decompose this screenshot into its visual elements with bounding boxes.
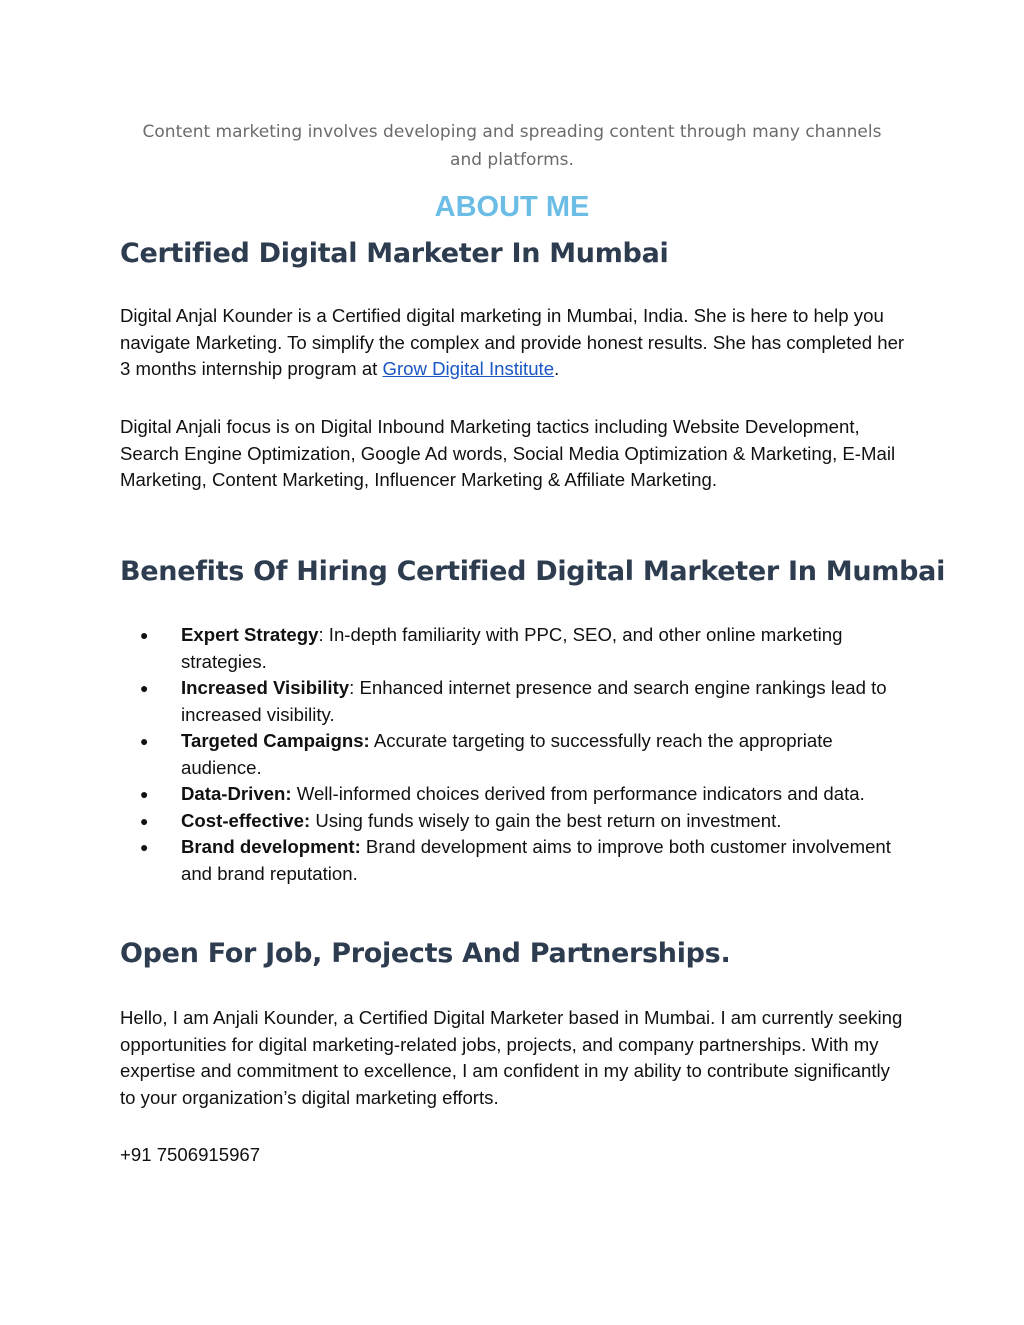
open-paragraph: Hello, I am Anjali Kounder, a Certified Digital Marketer based in Mumbai. I am currently seeking opportunities for digital marketing-related jobs, projects, and company partnerships. With my expertise and commitment to excellence, I am confident in my ability to contribute significantly to your organization’s digital marketing efforts. [120,1007,903,1108]
benefit-label: Data-Driven: [181,783,292,804]
grow-digital-institute-link[interactable]: Grow Digital Institute [382,358,555,379]
list-item [120,834,910,887]
intro-line-2: and platforms. [450,150,574,170]
benefit-label: Brand development: [181,836,361,857]
list-item [120,808,910,835]
intro-line-1: Content marketing involves developing and spreading content through many channels [142,122,882,142]
bullet-icon: ● [140,627,149,643]
about-paragraph-1-end: . [554,358,560,379]
about-paragraph-2: Digital Anjali focus is on Digital Inbound Marketing tactics including Website Development, Search Engine Optimization, Google Ad words, Social Media Optimization & Marketing, E-Mail Marketing, Content Marketing, Influencer Marketing & Affiliate Marketing. [120,416,896,490]
benefit-label: Targeted Campaigns: [181,730,370,751]
list-item [120,675,910,728]
about-paragraph-1 [120,303,910,383]
benefit-label: Expert Strategy [181,624,319,645]
bullet-icon: ● [140,786,149,802]
benefit-label: Increased Visibility [181,677,350,698]
benefits-list [120,622,910,887]
intro-text [120,118,904,174]
open-for-job-heading: Open For Job, Projects And Partnerships. [120,938,731,969]
benefit-text: Well-informed choices derived from performance indicators and data. [291,783,865,804]
bullet-icon: ● [140,680,149,696]
benefit-text: Using funds wisely to gain the best return on investment. [310,809,782,831]
list-item [120,781,910,808]
benefit-text: Accurate targeting to successfully reach the appropriate audience. [181,730,833,778]
bullet-icon: ● [140,839,149,855]
benefit-text: : Enhanced internet presence and search engine rankings lead to increased visibility. [181,677,887,725]
about-me-heading: ABOUT ME [434,191,590,223]
benefit-label: Cost-effective: [181,809,311,831]
certified-heading: Certified Digital Marketer In Mumbai [120,238,669,269]
phone-number: +91 7506915967 [120,1144,261,1165]
benefits-heading: Benefits Of Hiring Certified Digital Marketer In Mumbai [120,556,946,587]
list-item [120,728,910,781]
benefit-text: : In-depth familiarity with PPC, SEO, and other online marketing strategies. [181,624,843,672]
about-paragraph-1-text: Digital Anjal Kounder is a Certified digital marketing in Mumbai, India. She is here to help you navigate Marketing. To simplify the complex and provide honest results. She has completed her 3 months internship program at [120,305,905,379]
benefit-text: Brand development aims to improve both customer involvement and brand reputation. [181,836,891,884]
bullet-icon: ● [140,812,149,829]
bullet-icon: ● [140,733,149,749]
list-item [120,622,910,675]
